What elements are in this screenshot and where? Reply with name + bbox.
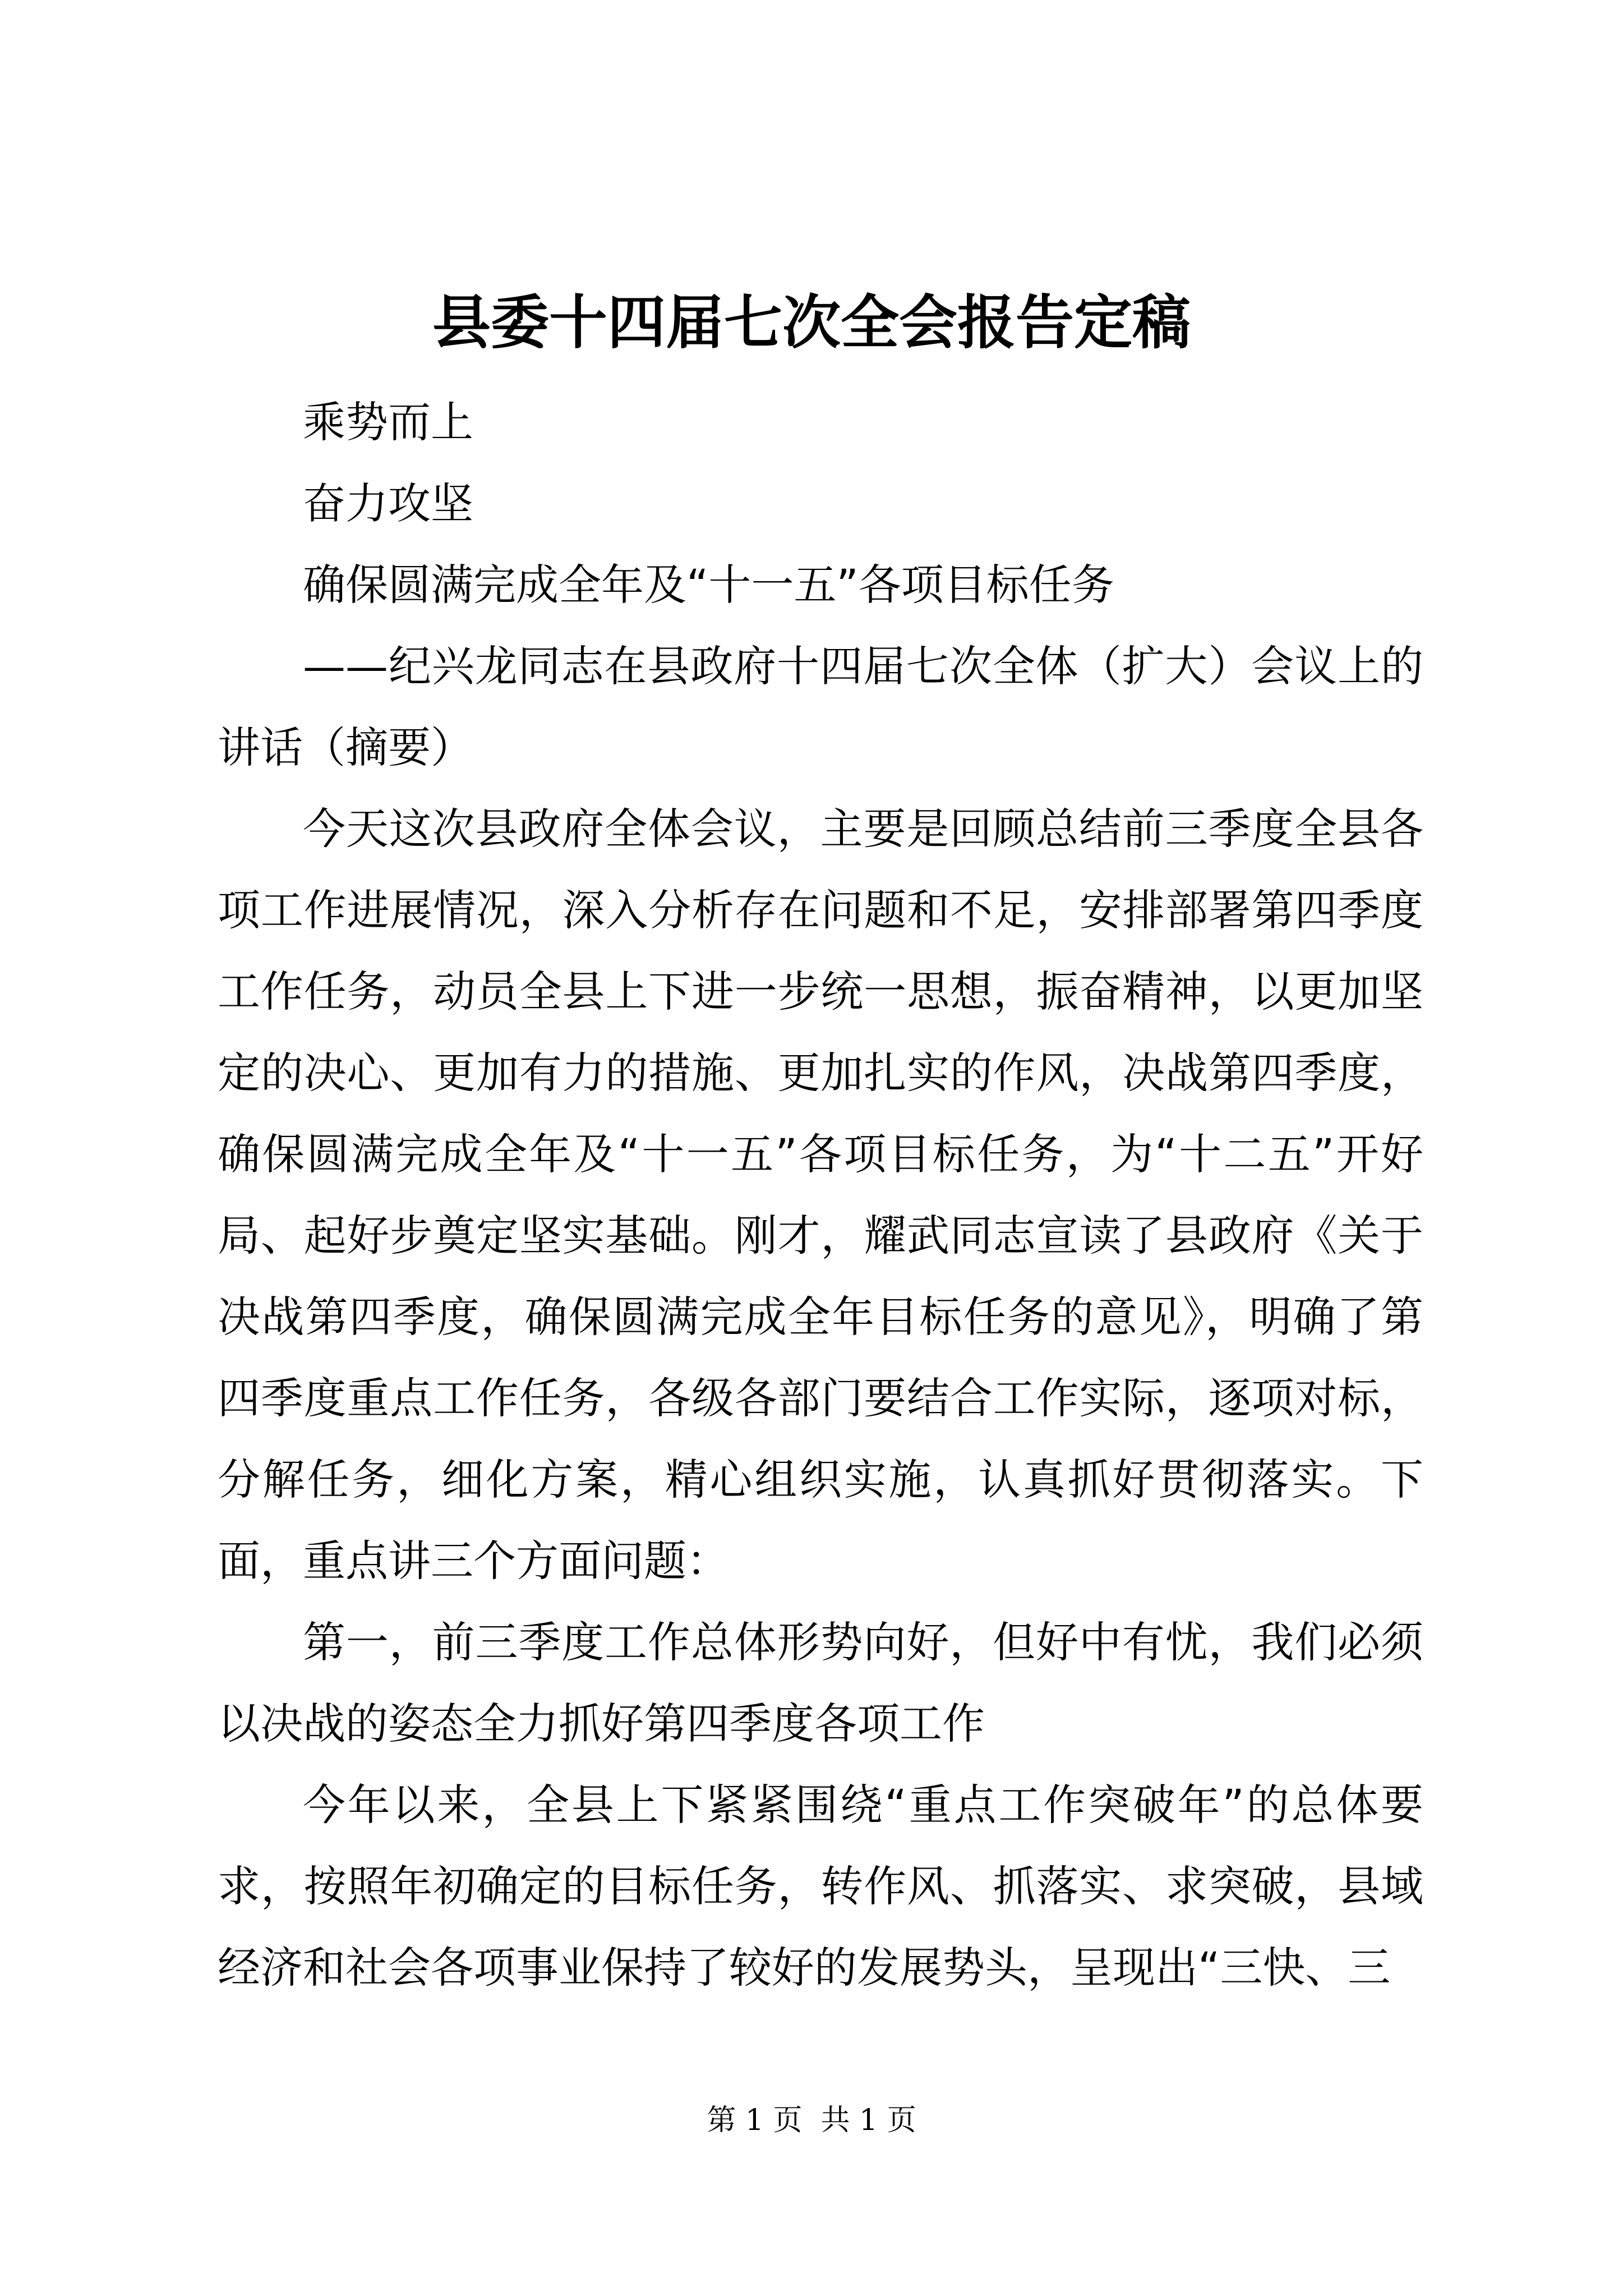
paragraph-4: ——纪兴龙同志在县政府十四届七次全体（扩大）会议上的讲话（摘要） [218,641,1423,772]
paragraph-6: 第一，前三季度工作总体形势向好，但好中有忧，我们必须以决战的姿态全力抓好第四季度各项工作 [218,1617,1423,1749]
page-footer [0,2101,1623,2140]
paragraph-3: 确保圆满完成全年及“十一五”各项目标任务 [303,560,1114,610]
document-title: 县委十四届七次全会报告定稿 [432,288,1191,357]
document-body [218,381,1423,2008]
page-number-label: 第 1 页 共 1 页 [707,2104,916,2137]
paragraph-7: 今年以来，全县上下紧紧围绕“重点工作突破年”的总体要求，按照年初确定的目标任务，转作风、抓落实、求突破，县域经济和社会各项事业保持了较好的发展势头，呈现出“三快、三 [218,1780,1423,1993]
paragraph-2: 奋力攻坚 [303,478,473,528]
paragraph-5: 今天这次县政府全体会议，主要是回顾总结前三季度全县各项工作进展情况，深入分析存在问题和不足，安排部署第四季度工作任务，动员全县上下进一步统一思想，振奋精神，以更加坚定的决心、更加有力的措施、更加扎实的作风，决战第四季度，确保圆满完成全年及“十一五”各项目标任务，为“十二五”开好局、起好步奠定坚实基础。刚才，耀武同志宣读了县政府《关于决战第四季度，确保圆满完成全年目标任务的意见》，明确了第四季度重点工作任务，各级各部门要结合工作实际，逐项对标，分解任务，细化方案，精心组织实施，认真抓好贯彻落实。下面，重点讲三个方面问题： [218,804,1423,1586]
paragraph-1: 乘势而上 [303,397,473,447]
